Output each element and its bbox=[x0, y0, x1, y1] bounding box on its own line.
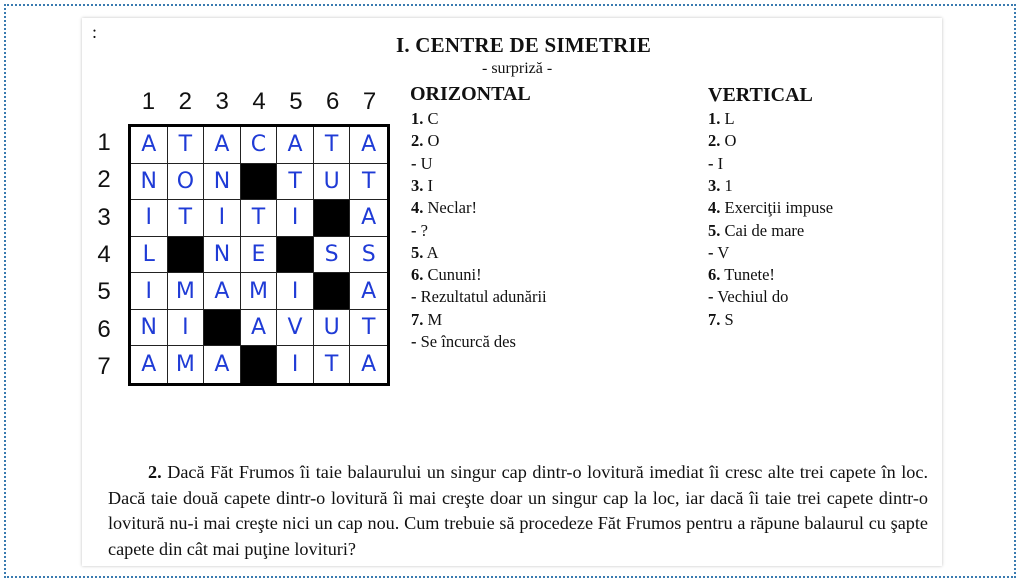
crossword-cell: T bbox=[350, 310, 387, 347]
crossword-cell: S bbox=[314, 237, 351, 274]
crossword-cell: T bbox=[350, 164, 387, 201]
clue-item bbox=[708, 111, 735, 128]
crossword-cell: I bbox=[277, 346, 314, 383]
crossword-cell: A bbox=[350, 273, 387, 310]
clue-number: 7. bbox=[411, 309, 424, 329]
clue-item bbox=[708, 175, 733, 195]
page-subtitle: - surpriză - bbox=[482, 60, 553, 77]
crossword-cell: I bbox=[277, 200, 314, 237]
black-square bbox=[241, 346, 278, 383]
clue-item bbox=[411, 309, 443, 329]
crossword-cell: T bbox=[168, 200, 205, 237]
clue-number: - bbox=[708, 153, 714, 173]
clue-item bbox=[708, 133, 736, 150]
column-number: 1 bbox=[141, 88, 156, 115]
clue-item bbox=[411, 153, 433, 173]
clue-text: Rezultatul adunării bbox=[420, 287, 547, 307]
black-square bbox=[314, 273, 351, 310]
black-square bbox=[277, 237, 314, 274]
crossword-cell: T bbox=[241, 200, 278, 237]
clue-number: - bbox=[708, 287, 714, 307]
black-square bbox=[204, 310, 241, 347]
crossword-cell: I bbox=[131, 273, 168, 310]
crossword-cell: C bbox=[241, 127, 278, 164]
clue-number: 2. bbox=[708, 131, 721, 151]
clue-item bbox=[708, 309, 734, 329]
crossword-cell: A bbox=[204, 273, 241, 310]
crossword-cell: I bbox=[277, 273, 314, 310]
clue-text: I bbox=[717, 153, 724, 173]
clue-text: Cununi! bbox=[427, 265, 482, 285]
column-number: 7 bbox=[362, 88, 377, 115]
crossword-cell: A bbox=[131, 346, 168, 383]
clue-item bbox=[708, 267, 775, 284]
clue-item bbox=[411, 334, 516, 351]
clue-item bbox=[708, 220, 805, 240]
clue-text: O bbox=[427, 131, 440, 151]
clue-number: 6. bbox=[708, 265, 721, 285]
crossword-cell: A bbox=[204, 127, 241, 164]
crossword-cell: M bbox=[241, 273, 278, 310]
clue-text: Neclar! bbox=[427, 198, 477, 218]
clue-text: U bbox=[420, 153, 433, 173]
horizontal-heading: ORIZONTAL bbox=[410, 83, 531, 105]
clue-number: 4. bbox=[411, 198, 424, 218]
column-number: 2 bbox=[178, 88, 192, 115]
clue-text: Tunete! bbox=[724, 265, 775, 285]
crossword-cell: O bbox=[168, 164, 205, 201]
clue-number: 4. bbox=[708, 198, 721, 218]
crossword-cell: N bbox=[131, 164, 168, 201]
clue-text: A bbox=[426, 242, 439, 262]
crossword-cell: A bbox=[241, 310, 278, 347]
clue-text: Cai de mare bbox=[724, 220, 805, 240]
black-square bbox=[314, 200, 351, 237]
clue-text: Se încurcă des bbox=[420, 332, 516, 351]
crossword-cell: A bbox=[131, 127, 168, 164]
clue-number: 3. bbox=[411, 175, 424, 195]
crossword-cell: N bbox=[204, 237, 241, 274]
column-number: 3 bbox=[215, 88, 229, 115]
crossword-cell: U bbox=[314, 310, 351, 347]
crossword-grid bbox=[128, 124, 390, 386]
row-number: 3 bbox=[97, 203, 111, 231]
black-square bbox=[241, 164, 278, 201]
column-number: 6 bbox=[326, 88, 340, 115]
problem-number: 2. bbox=[148, 462, 162, 482]
clue-item bbox=[708, 242, 730, 262]
clue-text: ? bbox=[420, 220, 428, 240]
crossword-cell: I bbox=[168, 310, 205, 347]
page-title: I. CENTRE DE SIMETRIE bbox=[396, 33, 652, 57]
crossword-cell: N bbox=[131, 310, 168, 347]
clue-number: 6. bbox=[411, 265, 424, 285]
clue-item bbox=[411, 289, 547, 306]
clue-text: Exerciţii impuse bbox=[724, 198, 834, 218]
clue-number: 1. bbox=[708, 109, 721, 128]
crossword-column-numbers bbox=[130, 88, 388, 118]
clue-number: 7. bbox=[708, 309, 721, 329]
crossword-cell: U bbox=[314, 164, 351, 201]
clue-number: 5. bbox=[411, 242, 424, 262]
problem-2 bbox=[108, 460, 928, 562]
crossword-cell: M bbox=[168, 346, 205, 383]
clue-text: O bbox=[724, 131, 737, 151]
column-number: 4 bbox=[252, 88, 266, 115]
clue-text: C bbox=[427, 109, 439, 128]
clue-text: Vechiul do bbox=[717, 287, 789, 307]
crossword-cell: T bbox=[277, 164, 314, 201]
vertical-heading: VERTICAL bbox=[708, 84, 813, 106]
clue-text: L bbox=[724, 109, 735, 128]
crossword-cell: A bbox=[350, 127, 387, 164]
crossword-cell: L bbox=[131, 237, 168, 274]
clue-number: - bbox=[411, 332, 417, 351]
clue-number: - bbox=[411, 287, 417, 307]
clue-number: - bbox=[708, 242, 714, 262]
crossword-cell: V bbox=[277, 310, 314, 347]
clue-number: 1. bbox=[411, 109, 424, 128]
clue-item bbox=[708, 200, 833, 217]
crossword-cell: E bbox=[241, 237, 278, 274]
clue-item bbox=[411, 220, 428, 240]
clue-text: M bbox=[427, 309, 443, 329]
crossword-cell: T bbox=[168, 127, 205, 164]
clue-item bbox=[708, 153, 724, 173]
clue-item bbox=[411, 175, 433, 195]
crossword-cell: I bbox=[204, 200, 241, 237]
clue-item bbox=[411, 242, 439, 262]
row-number: 7 bbox=[97, 353, 111, 381]
crossword-row-numbers bbox=[90, 124, 118, 386]
crossword-cell: I bbox=[131, 200, 168, 237]
clue-text: 1 bbox=[724, 175, 733, 195]
clue-number: - bbox=[411, 153, 417, 173]
crossword-cell: M bbox=[168, 273, 205, 310]
crossword-cell: A bbox=[277, 127, 314, 164]
clue-item bbox=[411, 111, 439, 128]
crossword-cell: T bbox=[314, 346, 351, 383]
clue-item bbox=[411, 133, 439, 150]
clue-item bbox=[708, 289, 788, 306]
crossword-cell: N bbox=[204, 164, 241, 201]
black-square bbox=[168, 237, 205, 274]
crossword-cell: A bbox=[361, 352, 377, 378]
row-number: 1 bbox=[97, 128, 111, 156]
column-number: 5 bbox=[289, 88, 303, 115]
row-number: 6 bbox=[97, 315, 111, 343]
clue-number: 3. bbox=[708, 175, 721, 195]
row-number: 5 bbox=[97, 278, 111, 306]
crossword-cell: S bbox=[350, 237, 387, 274]
clue-text: S bbox=[724, 309, 734, 329]
crossword-cell: T bbox=[314, 127, 351, 164]
clue-text: I bbox=[427, 175, 433, 195]
crossword-cell: A bbox=[350, 200, 387, 237]
row-number: 4 bbox=[97, 240, 111, 268]
clue-number: 2. bbox=[411, 131, 424, 151]
problem-text: Dacă Făt Frumos îi taie balaurului un singur cap dintr-o lovitură imediat îi cresc alte trei capete în loc. Dacă taie două capete dintr-o lovitură îi mai creşte doar un singur cap la loc, iar dacă îi taie trei capete dintr-o lovitură nu-i mai creşte nici un cap nou. Cum trebuie să procedeze Făt Frumos pentru a răpune balaurul cu şapte capete din cât mai puţine lovituri? bbox=[108, 462, 928, 559]
clue-text: V bbox=[717, 242, 730, 262]
clue-number: 5. bbox=[708, 220, 721, 240]
clue-item bbox=[411, 267, 482, 284]
crossword-cell: A bbox=[204, 346, 241, 383]
clue-item bbox=[411, 200, 477, 217]
page-marker: : bbox=[92, 22, 98, 42]
clue-number: - bbox=[411, 220, 417, 240]
row-number: 2 bbox=[97, 166, 111, 194]
